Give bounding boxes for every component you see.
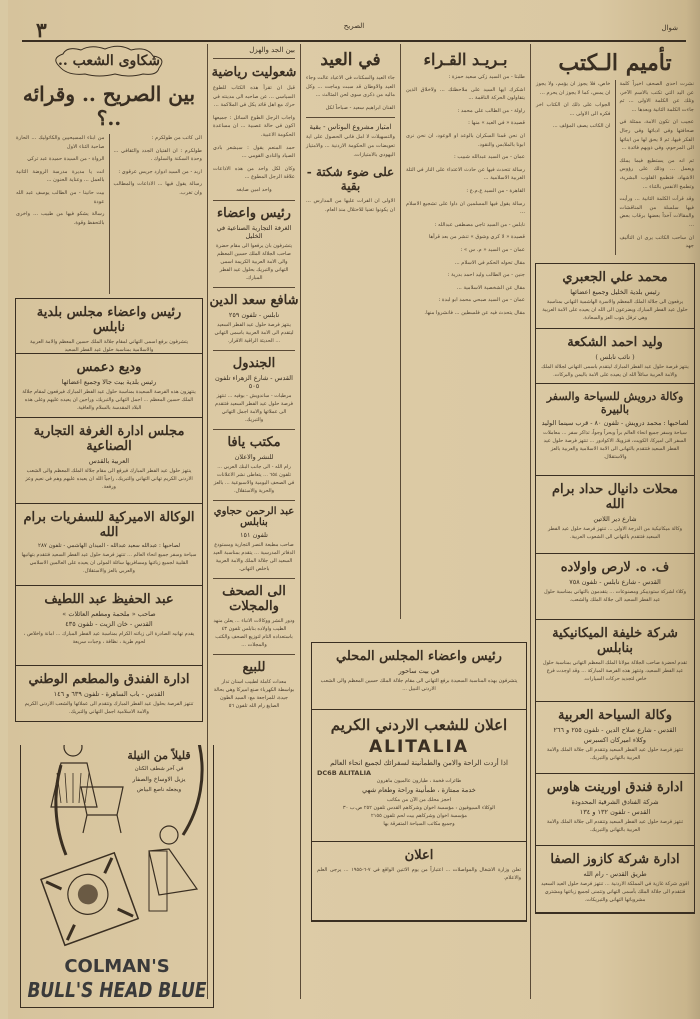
column-eid — [302, 44, 399, 619]
alitalia-logo: ALITALIA — [368, 737, 470, 757]
ad-arab-tourism: وكالة السياحة العربية القدس - شارع صلاح الدين - تلفون ٢٥٥ و ٢٦٦ وكلاء اميركان اكسبرس تنتهز فرصة حلول عيد الفطر السعيد وتتقدم الى جلالة الملك والامة العربية بالتهاني والتبريك. — [535, 702, 695, 774]
column-rule — [530, 44, 531, 999]
ad-abdul-hafiz: عبد الحفيظ عبد اللطيف صاحب « ملحمة ومطعم العائلات » القدس - خان الزيت - تلفون ٤٣٥ يقدم تهانيه الصادرة الى زبائنه الكرام بمناسبة عيد الفطر المبارك ... امانة واخلاص ، لحوم طرية ، نظافة ، وجبات سريعة — [15, 586, 203, 666]
ad-shakaa: وليد احمد الشكعة ( نائب نابلس ) ينتهز فرصة حلول عيد الفطر المبارك ليتقدم باسمى التهاني لجلالة الملك والامة العربية سائلاً الله ان يعيده على الامة باليمن والبركات. — [535, 329, 695, 384]
doubt-body: الاولى ان الفرات عليها من المدارس ... ان يكونوا تغنيا للاحتلال منذ العام. — [306, 198, 395, 213]
ad-darwish-travel: وكالة درويش للسياحة والسفر بالبيرة لصاحبها : محمد درويش - تلفون ٨٠ - قرب سينما الوليد سياحة وسفر جميع انحاء العالم براً وبحراً وجواً، تذاكر سفر ... معاملات السفر الى اميركا، الكويت، فنزويلا، الاكوادور ... تنتهز فرصة حلول عيد الفطر السعيد فتتقدم بالتهاني الى الامة الاسلامية والعربية بالعز والاستقلال. — [535, 384, 695, 476]
ad-wadie-daamis: وديع دعمس رئيس بلدية بيت جالا وجميع اعضائها ينتهزون هذه الفرصة السعيدة بمناسبة حلول عيد الفطر المبارك فيرفعون لمقام جلالة الملك حسين المعظم ... اجمل التهاني والتبريك، وراجين ان يعيده عليهم وعلى هذه البلاد المقدسة بالسلام والعافية. — [15, 354, 203, 418]
column-rule — [300, 44, 301, 999]
ad-alitalia: اعلان للشعب الاردني الكريم ALITALIA اذا أردت الراحة والامن والطمأنينة لسفرائك لجميع انحاء العالم DC6B ALITALIA طائرات فخمة ، طيارون عالميون ماهرون خدمة ممتازة ، طمأنينة وراحة وطعام شهي احجز محلك من الآن من مكاتب الوكلاء السيوفيون : مؤسسة اخوان وشركاهم القدس تلفون ٢٥٢ ص.ب ٣٠ مؤسسة اخوان وشركاهم بيت لحم تلفون ٢١٥٥ وجميع مكاتب السياحة المتفرقة بها — [311, 710, 527, 842]
cloud-headline: شكاوى الشعب .. — [57, 53, 161, 69]
ad-gondola: الجندول القدس - شارع الزهراء تلفون ٥٠٥ مرطبات - ساندويش - بوفيه ... تنتهز فرصة حلول عيد الفطر السعيد فتتقدم الى عملائها والامة اجمل التهاني والتبريك. — [215, 355, 293, 423]
newspaper-name: الصريح — [343, 22, 365, 30]
sports-headline: شعوليت رياضية — [211, 65, 297, 80]
column-editorial — [532, 44, 698, 1019]
editorial-continuation: خاص، فلا يجوز ان يؤمم، ولا يجوز ان يمس، كما لا يجوز ان يحرم ... الجواب على ذلك ان الكتاب اخر فكره الى الاولى ... ان الكاتب يصف المؤلف ... — [536, 81, 611, 130]
ad-haddad: محلات دانيال حداد برام الله شارع دير اللاتين وكالة ميكانيكية من الدرجة الاولى ... تنتهز فرصة حلول عيد الفطر السعيد فتتقدم بالتهاني الى الشعوب العربية. — [535, 476, 695, 554]
issue-month: شوال — [661, 24, 678, 32]
colman-brand: COLMAN'S — [64, 956, 170, 977]
newspaper-page — [8, 0, 700, 1019]
ad-beit-sahour-council: رئيس واعضاء المجلس المحلي في بيت ساحور يتشرفون بهذه المناسبة السعيدة برفع التهاني الى مقام جلالة الملك حسين المعظم والى الشعب الاردني النبيل ... — [311, 642, 527, 710]
editorial-headline: تأميم الـكتب — [558, 50, 672, 76]
ad-orient-house: ادارة فندق اورينت هاوس شركة الفنادق الشرقية المحدودة القدس - تلفون ١٣٢ و ١٣٤ تنتهز فرصة حلول عيد الفطر السعيد وتتقدم الى جلالة الملك والامة العربية بالتهاني والتبريك. — [535, 774, 695, 846]
ad-for-sale: للبيع معدات كاملة لطبيب اسنان تدار بواسطة الكهرباء صنع اميركا وهي بحالة جيدة، للمراجعة مع: السيد الطون الصايغ رام الله تلفون ٥٦ — [213, 659, 295, 709]
page-header — [22, 18, 686, 42]
ad-national-hotel: ادارة الفندق والمطعم الوطني القدس - باب الساهرة - تلفون ٦٣٩ و ١٤٦ تنتهز الفرصة بحلول عيد الفطر المبارك وتتقدم الى عملائها والشعب الاردني الكريم والامة الاسلامية اجمل التهاني والتبريك. — [15, 666, 203, 722]
kicker: بين الجد والهزل — [249, 46, 295, 54]
ad-american-travel: الوكالة الاميركية للسفريات برام الله لصاحبها : عبدالله سعيد عبدالله - الميدان الهاشمي - تلفون ٢٨٧ سياحة وسفر جميع انحاء العالم ... تنتهز فرصة حلول عيد الفطر السعيد فتتقدم بتهانيها القلبية لجميع زبائنها ومسافريها سائلة المولى ان يعيده على العالمين الاسلامي والعربي بالعز والاستقلال. — [15, 504, 203, 586]
sports-body: قبل ان تقرأ هذه الكتاب للطوع السياسي ... عن صاحبه الى مدينته في حرك مع اهل قائد يكل في الملاكمة ... واجاب الرجل الطوع السائل : جميعها اكون في حالة عصبية ... ان مساعدة الحكومة الاعبية. حمد المنعم يقول : سيشعر بادي الصياد والنادي القومي ... وكان لكل واحد من هذه الاذاعات علاقة الرجل المطوع ... واحد امين صابغه — [213, 85, 295, 193]
potash-body: والتسهيلات لا امل فاني الحصول على اية تعويضات من الحكومة الاردنية ... والامتياز اليهودي بالامتيازات. — [306, 134, 395, 158]
complaints-body: الى كاتب من طولكرم : طولكرم : ان الفتيان الجدد والثقافي ... وحدة السكنة والسلوك . اربد - من السيد ادوارد جريس عرقوي : رسالة يقول فيها ... الاذاعات والمطالب وان تغرب. من ابناء المسيحيين والكاثوليك ... الحارة صاحبة الثناء الاول الرواة - من السيدة حميدة عبد تركي انت يا مديرة مدرسة الروضة الثانية بالعمل ... وعناية الحنون ... بيت حانينا - من الطالب يوسف عبد الله عودة رسالة يشكو فيها من طبيب ... واخرى بالتحفظ وقوة. — [12, 134, 206, 294]
complaints-headline: بين الصريح .. وقرائه ..؟ — [22, 82, 196, 130]
ad-jaffa-office: مكتب يافا للنشر والاعلان رام الله - الى جانب البنك العربي ... تلفون ٦٥٤ ... يتعاطى نشر الاعلانات في الصحف اليومية والاسبوعية ... بالعز والحرية والاستقلال. — [213, 434, 295, 494]
ad-colmans-blue — [20, 745, 214, 1008]
ad-larsen: ف. ه. لارص واولاده القدس - شارع نابلس - تلفون ٧٥٨ وكلاء لشركة ستوديبكر ومصنوعات ... يتقدمون بالتهاني بمناسبة حلول عيد الفطر السعيد الى جلالة الملك والشعب. — [535, 554, 695, 620]
ad-hebron-chamber: رئيس واعضاء الغرفة التجارية الصناعية في الخليل يتشرفون بان يرفعوا الى مقام حضرة صاحب الجلالة الملك حسين المعظم والى الامة العربية الكريمة اسمى التهاني والتبريك بحلول عيد الفطر المبارك. — [216, 205, 292, 281]
eid-headline: في العيد — [320, 50, 381, 70]
ad-hijjawi: عبد الرحمن حجاوي بنابلس تلفون ١٥١ صاحب مطبعة النصر التجارية ومستودع الدفاتر المدرسية ... يتقدم بمناسبة العيد السعيد الى جلالة الملك والامة العربية باخلص التهاني. — [213, 505, 295, 572]
ad-notice: اعلان تعلن وزارة الاشغال والمواصلات ... اعتباراً من يوم الاثنين الواقع في ٧-٦-١٩٥٥ ... يرجى العلم والاعلام. — [311, 842, 527, 922]
editorial-body: نشرت احدى الصحف اخيراً كلمة عن اليد التي تكتب بالاسم الآخر، وتلك عن الكلمة الاولى ... ثم جاءت الكلمة الثانية وبعدها ... عجيب ان تكون الامة، ممثلة في صحافتها وفي ادبائها وفي رجال الفكر فيها، ثم لا يحق لها من ابنائها الى المرحوم، وفي ذويهم فائدة ... ثم انه من يستطيع فيما يملك ويعمل ... وذلك على رؤوس الاشهاد، فتطمع القلوب البشرية، وتطمح الانفس بالثناء ... وقد قرأت الكلمة الثانية ... ورأيت فيها سلسلة من المناقشات والمقالات آخذاً بعضها برقاب بعض ... ان ساحب الكاتب يرى ان التأليف جهد — [615, 80, 699, 255]
ad-jabari: محمد علي الجعبري رئيس بلدية الخليل وجميع اعضائها يرفعون الى جلالة الملك المعظم والاسرة الهاشمية التهاني بمناسبة حلول عيد الفطر المبارك ويضرعون الى الله ان يعيده على الامة العربية وهي ترفل بثوب العز والسعادة. — [535, 263, 695, 329]
middle-ad-block — [308, 642, 530, 922]
readers-mail-headline: بـريـد القـراء — [423, 50, 508, 69]
ad-jerusalem-chamber: مجلس ادارة الغرفة التجارية الصناعية العربية بالقدس ينتهز حلول عيد الفطر المبارك فيرفع الى مقام جلالة الملك المعظم والى الشعب الاردني الكريم تهاني التهاني والتبريك، راجياً الله ان يعيده عليهم وهم في نعيم وعز ورفعة. — [15, 418, 203, 504]
ad-newspapers: الى الصحف والمجلات ودور النشر ووكالات الانباء ... يعلن منهد الطيب واولاده بنابلس تلفون ٤٣ باستعداده التام لتوزيع الصحف والكتب والمجلات ... — [213, 583, 295, 648]
complaints-cloud-banner — [12, 44, 206, 80]
colman-product: BULL'S HEAD BLUE — [27, 979, 207, 1003]
column-readers-mail — [402, 44, 529, 619]
doubt-headline: على ضوء شكتة - بقية — [306, 165, 395, 194]
readers-mail-body: طلبتا - من السيد زكي سعيد حمزة : اشكرك ايها السيد على ملاحظتك ... ولاخلاق الذين يتقاولون الحركة الناقمة ... راولة - من الطالب علي محمد : قصيدة « في العيد » منها : ان نحن قمنا السكران بالوعد او الوعود، ان نحن نرى ابونا بالملابس والنقود. عمان - من السيد عبدالله شبيب : رسالة تتحدث فيها عن حادث الاعتداء على النار في التلة الغربية الاسلامية ... القاهرة - من السيد ع.م.ع : رسالة يقول فيها المسلمين ان داوا على تشجيع الاسلام ... نابلس - من السيد تاجي مصطفى عبدالله : قصيدة « لا كري وشوق » تنشر من بعد قرأها عمان - من السيد « م. س » : مقال تحوله الحكم في الاسلام ... جنين - من الطالب وليد احمد بدرية : مقال عن الشخصية الاسلامية ... عمان - من السيد صبحي محمد ابو لبدة : مقال يتحدث فيه عن فلسطين ... فانشروا منها. — [406, 74, 525, 316]
ad-khalifa: شركة خليفة الميكانيكية بنابلس تقدم لحضرة صاحب الجلالة مولانا الملك المعظم التهاني بمناسبة حلول عيد الفطر السعيد، وتنتهز هذه الفرصة المباركة ... وقد اوجدت فرع خاص لتجديد حركات السيارات. — [535, 620, 695, 702]
ad-shafi-saad: شافع سعد الدين نابلس - تلفون ٢٥٩ ينتهز فرصة حلول عيد الفطر السعيد ليتقدم الى الامة العربية باسمى التهاني ... الحديثة الراقية الاقرار. — [209, 292, 299, 344]
eid-poem: جاء العيد والسكتات في الاعياد عالت وجاء العيد والاوطان قد سبت وماجت ... وكل ماليه من ذكرى سوى لحن المثالث ... الفنان ابراهيم سعيد - صباحاً لكل — [306, 75, 395, 111]
colman-text: قليلاً من النيلة في آخر شطف الكتان يزيل الاوساخ والصفار ويجعله ناصع البياض — [127, 749, 191, 793]
page-number: ٣ — [36, 18, 47, 42]
column-rule — [400, 44, 401, 619]
ad-nablus-municipality: رئيس واعضاء مجلس بلدية نابلس يتشرفون برفع اسمى التهاني لمقام جلالة الملك حسين المعظم والامة العربية والاسلامية بمناسبة حلول عيد الفطر السعيد — [15, 298, 203, 354]
column-sports-ads — [209, 44, 299, 1019]
ad-kazoz-safa: ادارة شركة كازوز الصفا طريق القدس - رام الله اقوى شركة غازية في المملكة الاردنية ... تنتهز فرصة حلول العيد السعيد فتتقدم الى جلالة الملك بأسمى التهاني وتتمنى لجميع زبائنها ومشتري مشروباتها التهاني والتبريكات. — [535, 846, 695, 914]
potash-headline: امتياز مشروع البوتاس - بقية — [309, 123, 392, 132]
